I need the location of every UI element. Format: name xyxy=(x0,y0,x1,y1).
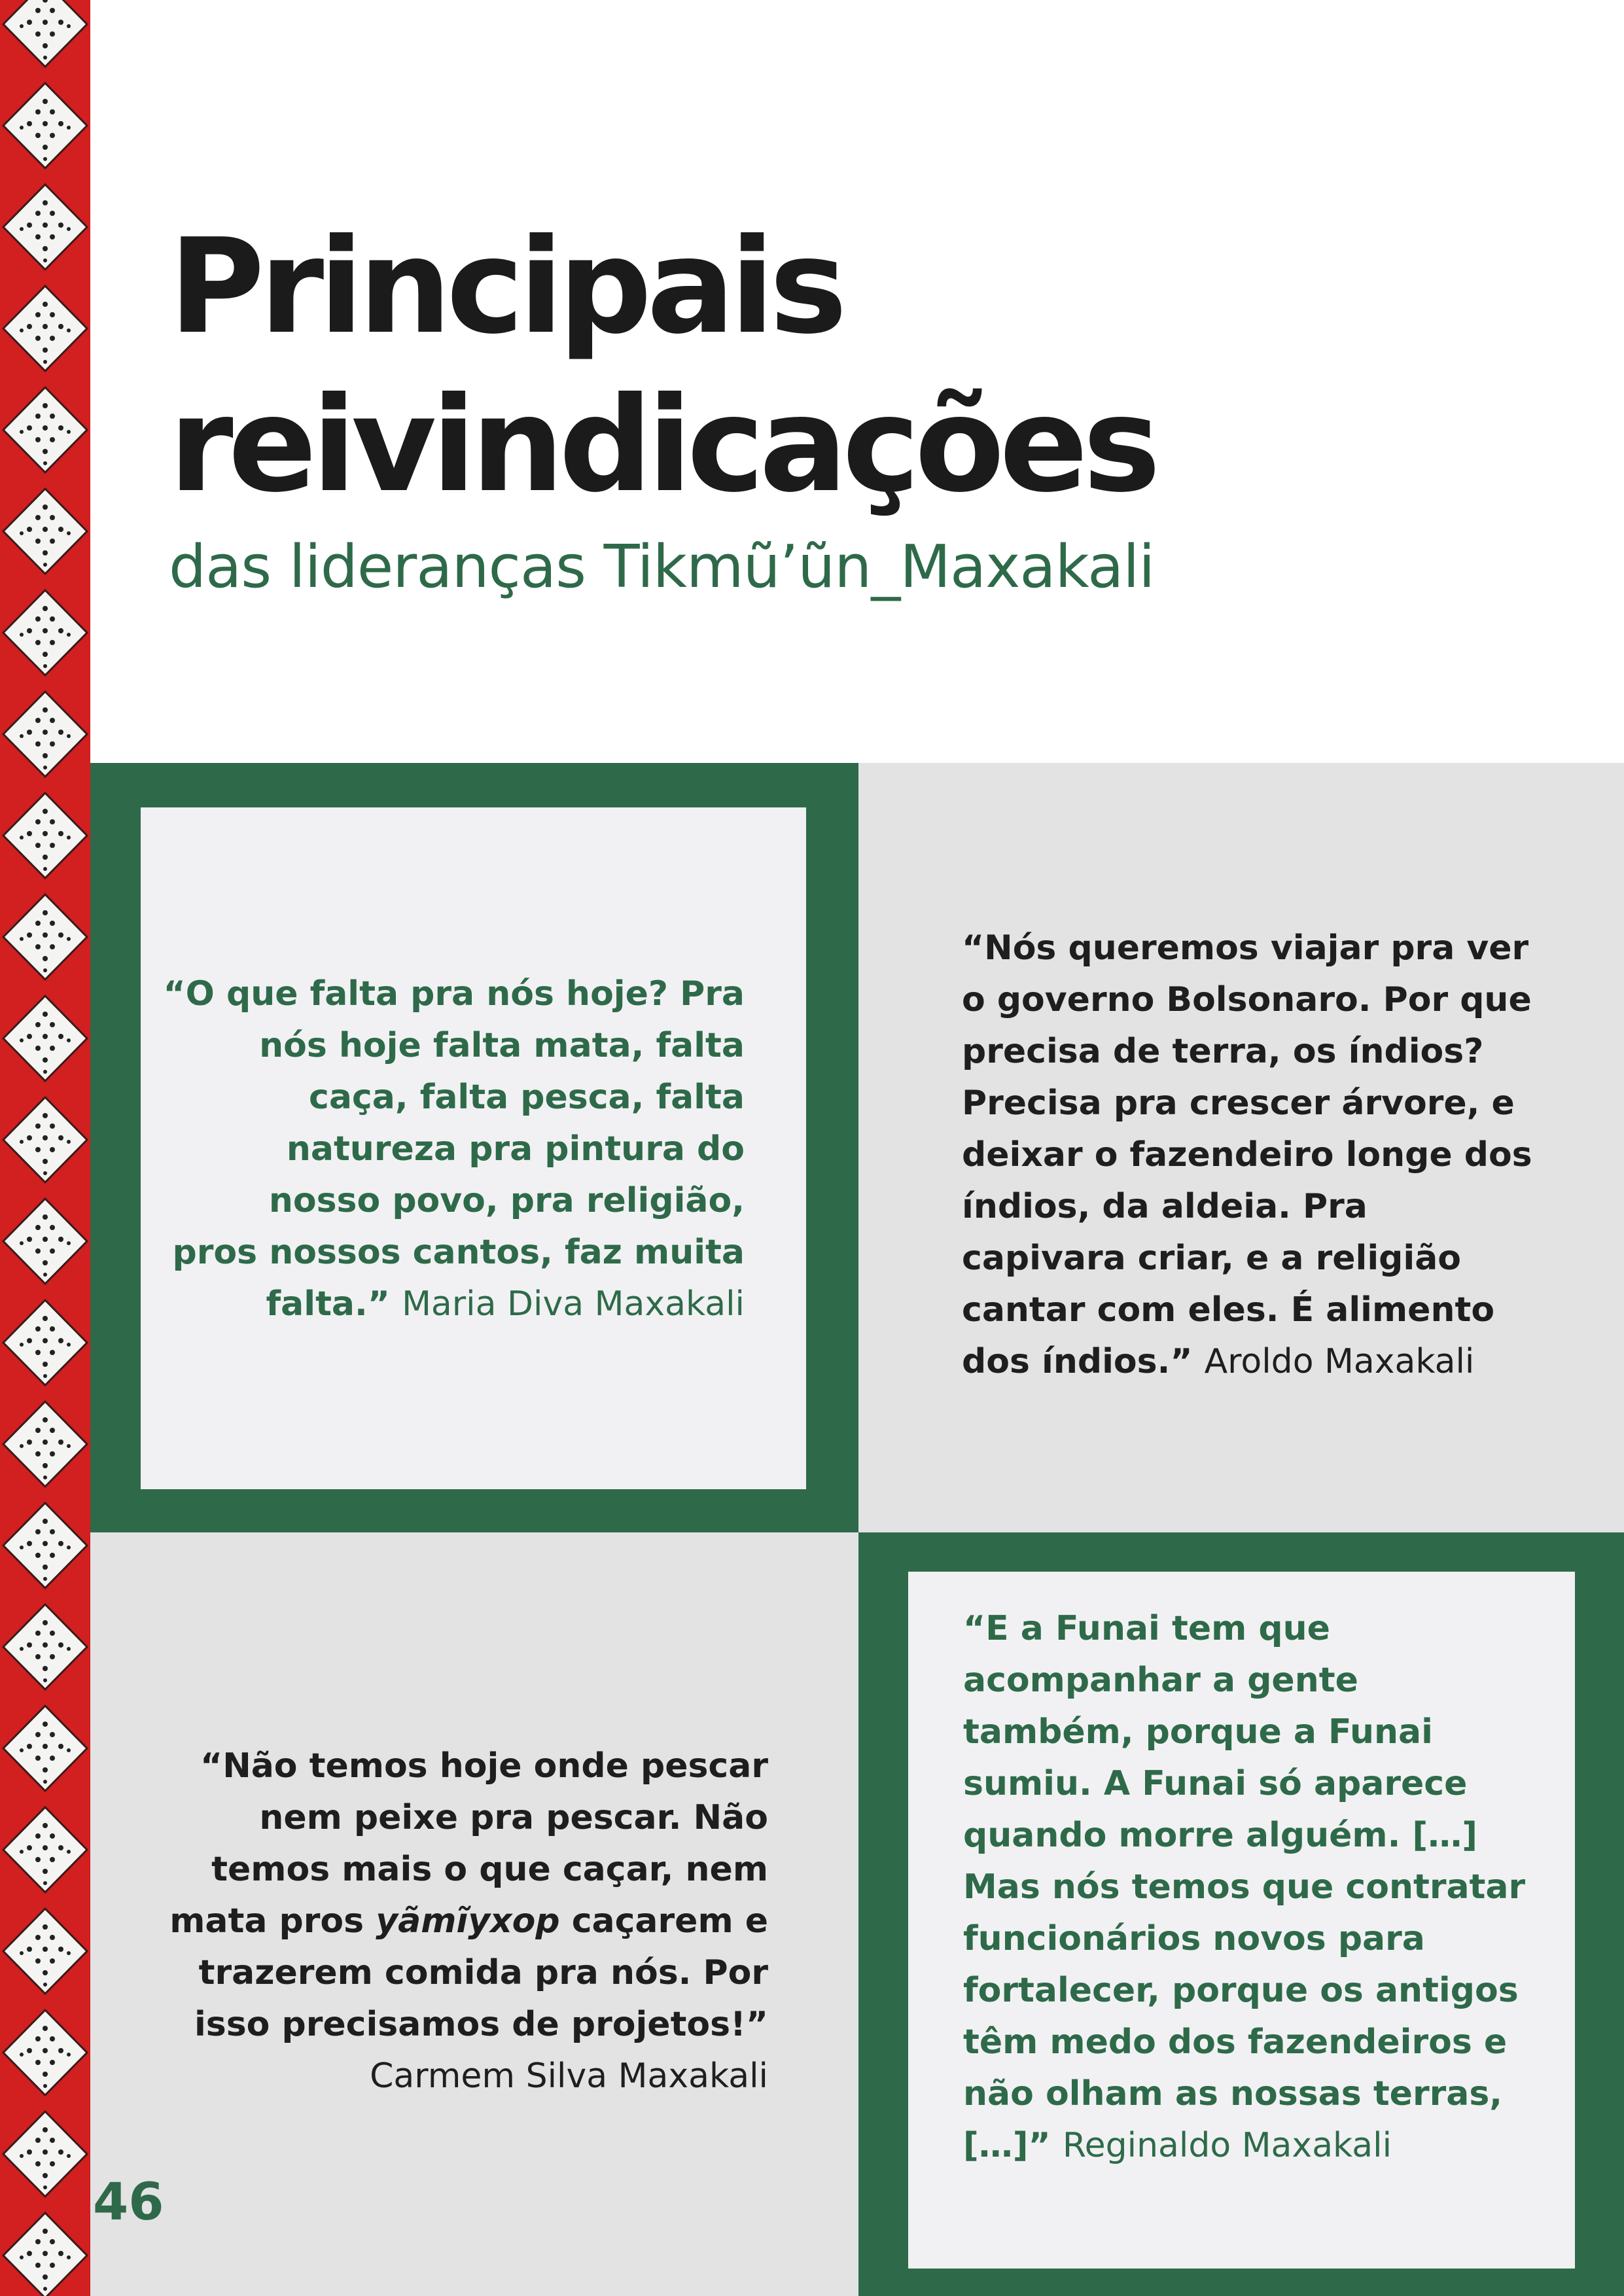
quote-aroldo xyxy=(962,923,1590,1388)
quote-author: Carmem Silva Maxakali xyxy=(370,2057,768,2096)
quote-maria-diva xyxy=(157,968,745,1330)
quote-line: o governo Bolsonaro. Por que xyxy=(962,980,1532,1019)
quote-line: temos mais o que caçar, nem xyxy=(211,1850,768,1889)
quote-author: Maria Diva Maxakali xyxy=(402,1284,745,1324)
quote-text-end: dos índios.” xyxy=(962,1342,1193,1381)
quote-text: caçarem e xyxy=(559,1901,768,1941)
quote-line: nem peixe pra pescar. Não xyxy=(259,1798,768,1837)
quote-carmem-silva xyxy=(157,1740,768,2102)
quote-line: deixar o fazendeiro longe dos xyxy=(962,1135,1532,1174)
quote-line: “O que falta pra nós hoje? Pra xyxy=(163,974,745,1014)
quote-line: fortalecer, porque os antigos xyxy=(963,1971,1519,2010)
quote-text: mata pros xyxy=(169,1901,376,1941)
quote-line: funcionários novos para xyxy=(963,1919,1425,1958)
page-title xyxy=(169,208,1156,525)
quote-line: acompanhar a gente xyxy=(963,1661,1358,1700)
quote-line: “Não temos hoje onde pescar xyxy=(200,1746,768,1786)
quote-text-end: […]” xyxy=(963,2126,1051,2165)
quote-line: Precisa pra crescer árvore, e xyxy=(962,1084,1515,1123)
page-subtitle: das lideranças Tikmũ’ũn_Maxakali xyxy=(169,533,1155,601)
quote-line: capivara criar, e a religião xyxy=(962,1239,1462,1278)
title-line-2: reivindicações xyxy=(169,369,1156,521)
quote-author: Reginaldo Maxakali xyxy=(1062,2126,1392,2165)
quote-line xyxy=(157,1279,745,1330)
quote-line: índios, da aldeia. Pra xyxy=(962,1187,1368,1226)
quote-emphasis: yãmĩyxop xyxy=(376,1901,560,1941)
quote-line: isso precisamos de projetos!” xyxy=(194,2005,768,2044)
page-number: 46 xyxy=(93,2173,164,2232)
quote-reginaldo xyxy=(963,1603,1565,2172)
quote-line: “E a Funai tem que xyxy=(963,1609,1330,1648)
decorative-border xyxy=(0,0,90,2296)
quote-line: cantar com eles. É alimento xyxy=(962,1290,1495,1330)
quote-line xyxy=(962,1336,1590,1388)
quote-line: nós hoje falta mata, falta xyxy=(259,1026,745,1065)
quote-line: pros nossos cantos, faz muita xyxy=(172,1233,745,1272)
quote-line: não olham as nossas terras, xyxy=(963,2074,1503,2113)
quote-line: precisa de terra, os índios? xyxy=(962,1032,1484,1071)
quote-line: trazerem comida pra nós. Por xyxy=(198,1953,768,1992)
quote-line: têm medo dos fazendeiros e xyxy=(963,2022,1508,2062)
quote-line: também, porque a Funai xyxy=(963,1712,1433,1752)
quote-line: sumiu. A Funai só aparece xyxy=(963,1764,1468,1803)
quote-line: natureza pra pintura do xyxy=(286,1129,745,1169)
quote-line: Mas nós temos que contratar xyxy=(963,1867,1526,1907)
quote-line: caça, falta pesca, falta xyxy=(309,1078,745,1117)
quote-line xyxy=(963,2120,1565,2172)
quote-line xyxy=(157,1896,768,1947)
title-line-1: Principais xyxy=(169,211,842,363)
quote-line: quando morre alguém. […] xyxy=(963,1816,1477,1855)
quote-author: Aroldo Maxakali xyxy=(1204,1342,1475,1381)
quote-text-end: falta.” xyxy=(266,1284,390,1324)
quote-line: nosso povo, pra religião, xyxy=(268,1181,745,1220)
quote-line: “Nós queremos viajar pra ver xyxy=(962,928,1529,968)
